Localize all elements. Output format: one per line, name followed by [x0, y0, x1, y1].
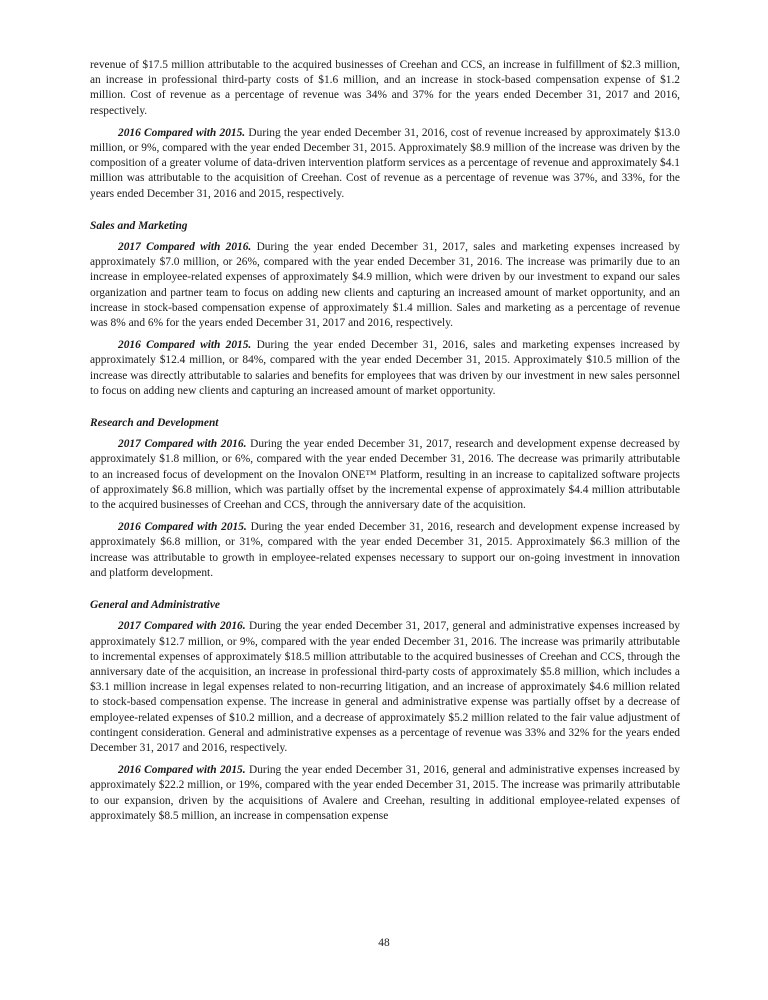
page-number: 48: [378, 937, 390, 949]
paragraph-lead: 2017 Compared with 2016.: [118, 438, 247, 451]
research-development-2016-paragraph: [90, 520, 680, 581]
paragraph-text: During the year ended December 31, 2016, sales and marketing expenses increased by approximately $12.4 million, or 84%, compared with the year ended December 31, 2015. Approximately $10.5 million of the increase was directly attributable to salaries and benefits for employees that was driven by our investment in new sales personnel to focus on adding new clients and capturing an increased amount of market opportunity.: [90, 339, 680, 397]
paragraph-lead: 2016 Compared with 2015.: [118, 126, 246, 139]
cost-of-revenue-2016-paragraph: [90, 126, 680, 202]
paragraph-text: During the year ended December 31, 2016, general and administrative expenses increased by approximately $22.2 million, or 19%, compared with the year ended December 31, 2015. The increase was primarily attributable to our expansion, driven by the acquisitions of Avalere and Creehan, resulting in additional employee-related expenses of approximately $8.5 million, an increase in compensation expense: [90, 764, 680, 822]
paragraph-text: During the year ended December 31, 2017, general and administrative expenses increased by approximately $12.7 million, or 9%, compared with the year ended December 31, 2016. The increase was primarily attributable to incremental expenses of approximately $18.5 million attributable to the acquired businesses of Creehan and CCS, through the anniversary date of the acquisition, an increase in professional third-party costs of approximately $5.8 million, which includes a $3.1 million increase in legal expenses related to non-recurring litigation, and an increase of approximately $4.6 million related to stock-based compensation expense. The increase in general and administrative expense was partially offset by a decrease of employee-related expenses of $10.2 million, and a decrease of approximately $5.2 million related to the fair value adjustment of contingent consideration. General and administrative expenses as a percentage of revenue was 33% and 32% for the years ended December 31, 2017 and 2016, respectively.: [90, 620, 680, 754]
paragraph-lead: 2016 Compared with 2015.: [118, 339, 252, 352]
paragraph-text: During the year ended December 31, 2016, cost of revenue increased by approximately $13.0 million, or 9%, compared with the year ended December 31, 2015. Approximately $8.9 million of the increase was driven by the composition of a greater volume of data-driven intervention platform services as a percentage of revenue and approximately $4.1 million was attributable to the acquisition of Creehan. Cost of revenue as a percentage of revenue was 37%, and 33%, for the years ended December 31, 2016 and 2015, respectively.: [90, 126, 680, 200]
paragraph-text: During the year ended December 31, 2016, research and development expense increased by approximately $6.8 million, or 31%, compared with the year ended December 31, 2015. Approximately $6.3 million of the increase was attributable to growth in employee-related expenses necessary to support our on-going investment in innovation and platform development.: [90, 521, 680, 579]
general-administrative-2016-paragraph: [90, 763, 680, 824]
paragraph-lead: 2017 Compared with 2016.: [118, 620, 246, 633]
paragraph-text: During the year ended December 31, 2017, research and development expense decreased by approximately $1.8 million, or 6%, compared with the year ended December 31, 2016. The decrease was primarily attributable to an increased focus of development on the Inovalon ONE™ Platform, resulting in an increase to capitalized software projects of approximately $6.8 million, which was partially offset by the incremental expense of approximately $4.4 million attributable to the acquired businesses of Creehan and CCS, through the anniversary date of the acquisition.: [90, 438, 680, 512]
paragraph-lead: 2016 Compared with 2015.: [118, 521, 247, 534]
research-development-2017-paragraph: [90, 437, 680, 513]
paragraph-lead: 2016 Compared with 2015.: [118, 764, 246, 777]
general-administrative-2017-paragraph: [90, 619, 680, 756]
paragraph-lead: 2017 Compared with 2016.: [118, 241, 252, 254]
document-body: [90, 58, 680, 831]
sales-marketing-2017-paragraph: [90, 240, 680, 331]
section-heading-sales-and-marketing: Sales and Marketing: [90, 219, 188, 232]
paragraph-text: During the year ended December 31, 2017, sales and marketing expenses increased by approximately $7.0 million, or 26%, compared with the year ended December 31, 2016. The increase was primarily due to an increase in employee-related expenses of approximately $4.9 million, which were driven by our investment to expand our sales organization and partner team to focus on adding new clients and capturing an increased amount of market opportunity, and an increase in stock-based compensation expense of approximately $1.4 million. Sales and marketing as a percentage of revenue was 8% and 6% for the years ended December 31, 2017 and 2016, respectively.: [90, 241, 680, 330]
sales-marketing-2016-paragraph: [90, 338, 680, 399]
section-heading-general-and-administrative: General and Administrative: [90, 599, 220, 612]
continuation-paragraph: revenue of $17.5 million attributable to the acquired businesses of Creehan and CCS, an increase in fulfillment of $2.3 million, an increase in professional third-party costs of $1.6 million, and an increase in stock-based compensation expense of $1.2 million. Cost of revenue as a percentage of revenue was 34% and 37% for the years ended December 31, 2017 and 2016, respectively.: [90, 59, 680, 117]
section-heading-research-and-development: Research and Development: [90, 417, 219, 430]
